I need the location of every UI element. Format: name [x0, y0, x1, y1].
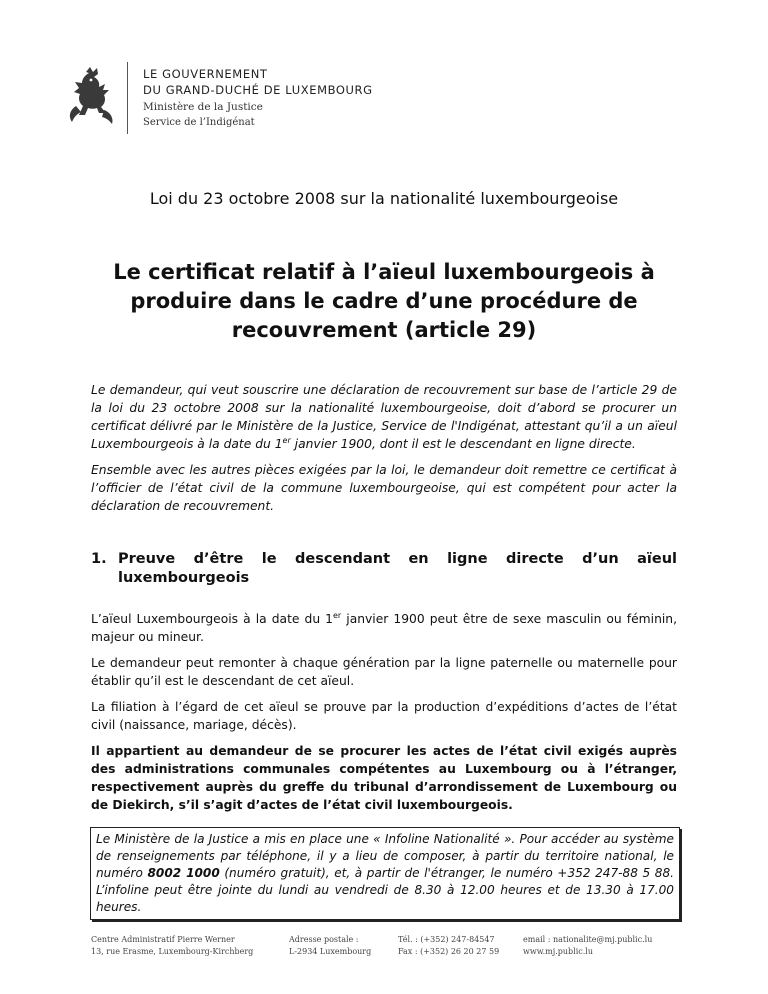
red-lion-icon	[66, 66, 118, 128]
government-line-2: DU GRAND-DUCHÉ DE LUXEMBOURG	[143, 83, 373, 97]
body-paragraph-2: Le demandeur peut remonter à chaque génération par la ligne paternelle ou maternelle pour établir qu’il est le descendant de cet aïeul.	[91, 656, 677, 688]
superscript: er	[282, 435, 291, 445]
government-name	[143, 66, 373, 98]
footer-phone	[398, 934, 499, 958]
intro-paragraph-1	[91, 381, 677, 453]
body-p1-text-end: janvier 1900 peut être de sexe masculin ou féminin, majeur ou mineur.	[91, 612, 677, 644]
footer-fax: Fax : (+352) 26 20 27 59	[398, 947, 500, 956]
footer-postal	[289, 934, 371, 958]
body-p1-text: L’aïeul Luxembourgeois à la date du 1	[91, 612, 333, 626]
government-line-1: LE GOUVERNEMENT	[143, 67, 268, 81]
footer-postal-value: L-2934 Luxembourg	[289, 947, 372, 956]
footer-email: email : nationalite@mj.public.lu	[523, 935, 653, 944]
header-divider	[127, 62, 128, 134]
body-paragraph-4: Il appartient au demandeur de se procurer les actes de l’état civil exigés auprès des administrations communales compétentes au Luxembourg ou à l’étranger, respectivement auprès du greffe du tribunal d’arrondissement de Luxembourg ou de Diekirch, s’il s’agit d’actes de l’état civil luxembourgeois.	[91, 744, 677, 812]
footer-postal-label: Adresse postale :	[289, 935, 359, 944]
document-title: Le certificat relatif à l’aïeul luxembourgeois à produire dans le cadre d’une procédure de recouvrement (article 29)	[113, 260, 655, 342]
section-title: Preuve d’être le descendant en ligne directe d’un aïeul luxembourgeois	[118, 551, 677, 586]
infoline-box	[90, 827, 680, 920]
footer-address-street: 13, rue Erasme, Luxembourg-Kirchberg	[91, 947, 254, 956]
letterhead	[66, 62, 406, 136]
footer-tel: Tél. : (+352) 247-84547	[398, 935, 495, 944]
infobox-text-end: (numéro gratuit), et, à partir de l'étranger, le numéro +352 247-88 5 88. L’infoline peut être jointe du lundi au vendredi de 8.30 à 12.00 heures et de 13.30 à 17.00 heures.	[96, 866, 674, 914]
intro-p1-text-end: janvier 1900, dont il est le descendant en ligne directe.	[290, 437, 636, 451]
body-paragraph-3: La filiation à l’égard de cet aïeul se prouve par la production d’expéditions d’actes de l’état civil (naissance, mariage, décès).	[91, 700, 677, 732]
section-body	[91, 610, 677, 822]
section-number: 1.	[91, 551, 107, 567]
infoline-number: 8002 1000	[147, 866, 220, 880]
footer-address-name: Centre Administratif Pierre Werner	[91, 935, 235, 944]
body-paragraph-1	[91, 610, 677, 646]
footer-website: www.mj.public.lu	[523, 947, 593, 956]
footer-address	[91, 934, 253, 958]
ministry-name: Ministère de la Justice	[143, 101, 263, 113]
footer-contact	[523, 934, 652, 958]
superscript: er	[333, 610, 342, 620]
service-name: Service de l’Indigénat	[143, 117, 255, 128]
section-heading	[91, 550, 677, 588]
intro-paragraph-2: Ensemble avec les autres pièces exigées par la loi, le demandeur doit remettre ce certificat à l’officier de l’état civil de la commune luxembourgeoise, qui est compétent pour acter la déclaration de recouvrement.	[91, 463, 677, 513]
intro-p1-text: Le demandeur, qui veut souscrire une déclaration de recouvrement sur base de l’article 29 de la loi du 23 octobre 2008 sur la nationalité luxembourgeoise, doit d’abord se procurer un certificat délivré par le Ministère de la Justice, Service de l'Indigénat, attestant qu’il a un aïeul Luxembourgeois à la date du 1	[91, 383, 677, 451]
intro-section	[91, 381, 677, 523]
law-title: Loi du 23 octobre 2008 sur la nationalité luxembourgeoise	[149, 189, 619, 208]
ministry-block	[143, 100, 263, 130]
infobox-text: Le Ministère de la Justice a mis en place une « Infoline Nationalité ». Pour accéder au système de renseignements par téléphone, il y a lieu de composer, à partir du territoire national, le numéro	[96, 832, 674, 880]
